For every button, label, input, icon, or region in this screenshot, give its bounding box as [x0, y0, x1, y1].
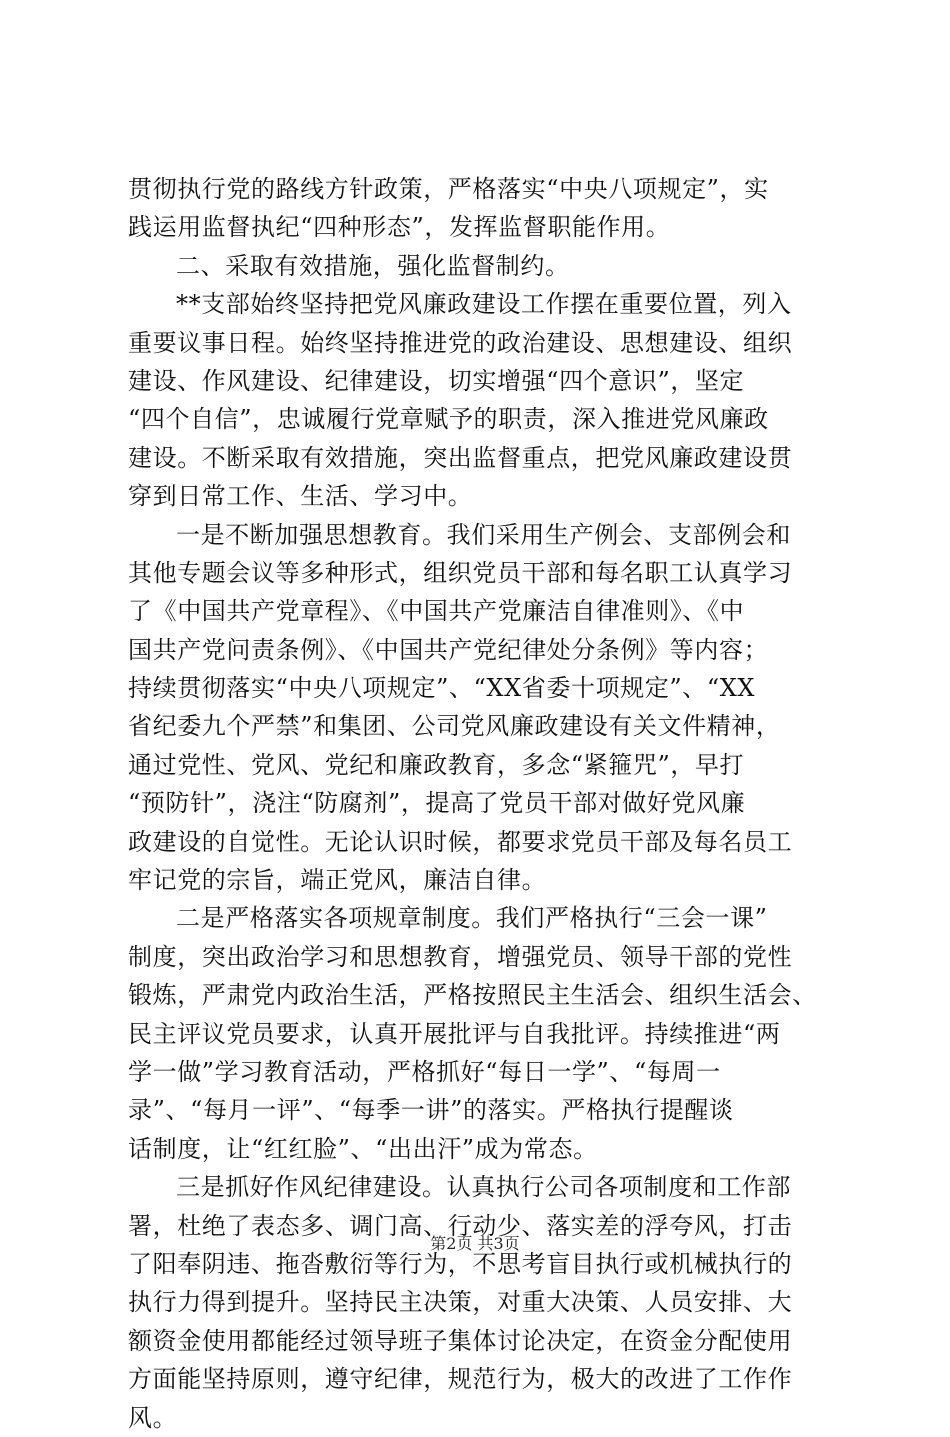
- text-line: 方面能坚持原则，遵守纪律，规范行为，极大的改进了工作作: [128, 1365, 793, 1394]
- text-line: 重要议事日程。始终坚持推进党的政治建设、思想建设、组织: [128, 328, 793, 357]
- text-line: 额资金使用都能经过领导班子集体讨论决定，在资金分配使用: [128, 1326, 793, 1355]
- text-line: 建设、作风建设、纪律建设，切实增强“四个意识”，坚定: [128, 366, 745, 395]
- page-number-footer: 第2页 共3页: [430, 1234, 520, 1253]
- text-line: 省纪委九个严禁”和集团、公司党风廉政建设有关文件精神，: [128, 712, 781, 741]
- text-line: “预防针”，浇注“防腐剂”，提高了党员干部对做好党风廉: [128, 789, 746, 818]
- text-line: 录”、“每月一评”、“每季一讲”的落实。严格执行提醒谈: [128, 1096, 734, 1125]
- text-line: 国共产党问责条例》、《中国共产党纪律处分条例》等内容；: [128, 635, 769, 664]
- text-line: 践运用监督执纪“四种形态”，发挥监督职能作用。: [128, 213, 671, 242]
- text-line: 署，杜绝了表态多、调门高、行动少、落实差的浮夸风，打击: [128, 1211, 793, 1240]
- text-line: 了《中国共产党章程》、《中国共产党廉洁自律准则》、《中: [128, 597, 745, 626]
- text-line: 三是抓好作风纪律建设。认真执行公司各项制度和工作部: [176, 1173, 791, 1202]
- text-line: 政建设的自觉性。无论认识时候，都要求党员干部及每名员工: [128, 827, 793, 856]
- text-line: 二是严格落实各项规章制度。我们严格执行“三会一课”: [176, 904, 768, 933]
- text-line: 民主评议党员要求，认真开展批评与自我批评。持续推进“两: [128, 1019, 781, 1048]
- text-line: 贯彻执行党的路线方针政策，严格落实“中央八项规定”，实: [128, 175, 769, 203]
- text-line: 制度，突出政治学习和思想教育，增强党员、领导干部的党性: [128, 942, 793, 971]
- text-line: 学一做”学习教育活动，严格抓好“每日一学”、“每周一: [128, 1057, 721, 1086]
- text-line: 风。: [128, 1403, 178, 1432]
- text-line: 持续贯彻落实“中央八项规定”、“XX省委十项规定”、“XX: [128, 674, 756, 703]
- text-line: 锻炼，严肃党内政治生活，严格按照民主生活会、组织生活会、: [128, 981, 817, 1010]
- text-line: 执行力得到提升。坚持民主决策，对重大决策、人员安排、大: [128, 1288, 793, 1317]
- text-line: 了阳奉阴违、拖沓敷衍等行为，不思考盲目执行或机械执行的: [128, 1249, 793, 1278]
- text-line: 话制度，让“红红脸”、“出出汗”成为常态。: [128, 1134, 598, 1163]
- section-heading: 二、采取有效措施，强化监督制约。: [176, 251, 570, 280]
- text-line: 牢记党的宗旨，端正党风，廉洁自律。: [128, 866, 547, 895]
- text-line: **支部始终坚持把党风廉政建设工作摆在重要位置，列入: [176, 290, 792, 319]
- text-line: 建设。不断采取有效措施，突出监督重点，把党风廉政建设贯: [128, 443, 793, 472]
- text-line: 一是不断加强思想教育。我们采用生产例会、支部例会和: [176, 520, 791, 549]
- text-line: 穿到日常工作、生活、学习中。: [128, 482, 473, 511]
- text-line: 通过党性、党风、党纪和廉政教育，多念“紧箍咒”，早打: [128, 750, 745, 779]
- text-line: “四个自信”，忠诚履行党章赋予的职责，深入推进党风廉政: [128, 405, 769, 434]
- text-line: 其他专题会议等多种形式，组织党员干部和每名职工认真学习: [128, 558, 793, 587]
